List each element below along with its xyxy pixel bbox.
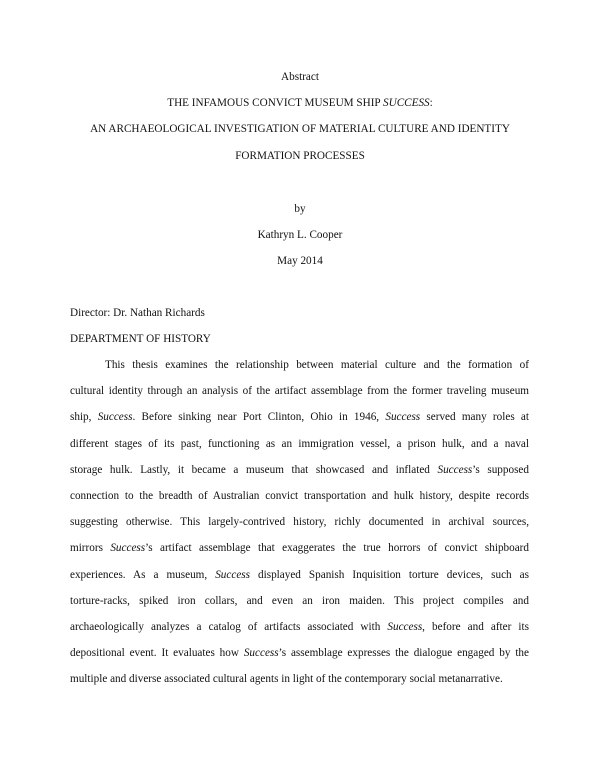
- abstract-text: archaeologically analyzes a catalog of artifacts associated with: [70, 621, 388, 633]
- abstract-text: mirrors: [70, 542, 111, 555]
- director-line: Director: Dr. Nathan Richards: [70, 307, 205, 319]
- ship-name-italic: Success: [215, 568, 250, 581]
- abstract-line: [70, 620, 529, 634]
- abstract-line: [70, 437, 529, 451]
- title-line-1-suffix: :: [429, 97, 433, 109]
- title-line-1-prefix: THE INFAMOUS CONVICT MUSEUM SHIP: [167, 97, 384, 109]
- abstract-text: multiple and diverse associated cultural agents in light of the contemporary social metanarrative.: [70, 673, 503, 686]
- title-ship-name: SUCCESS: [383, 97, 430, 109]
- abstract-line: [70, 568, 529, 582]
- abstract-line: [105, 358, 529, 372]
- ship-name-italic: Success: [243, 647, 279, 660]
- document-date: May 2014: [277, 255, 323, 267]
- abstract-text: ’s assemblage expresses the dialogue engaged by the: [278, 647, 529, 660]
- ship-name-italic: Success: [385, 411, 421, 424]
- abstract-line: [70, 646, 529, 660]
- abstract-line: [70, 463, 529, 477]
- abstract-text: torture-racks, spiked iron collars, and even an iron maiden. This project compiles and: [70, 594, 529, 607]
- abstract-text: This thesis examines the relationship between material culture and the formation of: [105, 359, 529, 371]
- abstract-text: depositional event. It evaluates how: [70, 647, 244, 660]
- abstract-line: [70, 384, 529, 398]
- abstract-text: connection to the breadth of Australian convict transportation and hulk history, despite records: [70, 490, 529, 502]
- ship-name-italic: Success: [110, 542, 146, 555]
- abstract-text: suggesting otherwise. This largely-contrived history, richly documented in archival sources,: [70, 516, 529, 529]
- abstract-heading: Abstract: [281, 71, 319, 83]
- abstract-line: [70, 594, 529, 608]
- abstract-text: ’s artifact assemblage that exaggerates the true horrors of convict shipboard: [145, 542, 530, 555]
- abstract-line: [70, 410, 529, 424]
- abstract-text: different stages of its past, functioning as an immigration vessel, a prison hulk, and a naval: [70, 437, 529, 450]
- abstract-text: ship,: [70, 411, 98, 424]
- abstract-text: experiences. As a museum,: [70, 568, 216, 581]
- abstract-text: displayed Spanish Inquisition torture devices, such as: [250, 568, 529, 581]
- abstract-text: served many roles at: [420, 411, 529, 424]
- abstract-line: [70, 672, 529, 686]
- abstract-line: [70, 515, 529, 529]
- abstract-text: , before and after its: [422, 621, 529, 633]
- title-line-2: AN ARCHAEOLOGICAL INVESTIGATION OF MATERIAL CULTURE AND IDENTITY: [90, 123, 510, 135]
- abstract-text: storage hulk. Lastly, it became a museum that showcased and inflated: [70, 463, 438, 476]
- title-line-3: FORMATION PROCESSES: [235, 150, 365, 162]
- department-line: DEPARTMENT OF HISTORY: [70, 333, 211, 345]
- title-line-1: [0, 96, 600, 110]
- ship-name-italic: Success: [97, 411, 133, 424]
- abstract-text: cultural identity through an analysis of the artifact assemblage from the former traveling museum: [70, 385, 529, 398]
- by-line: by: [294, 203, 306, 215]
- abstract-line: [70, 489, 529, 503]
- ship-name-italic: Success: [437, 463, 473, 476]
- author-name: Kathryn L. Cooper: [257, 229, 343, 241]
- ship-name-italic: Success: [387, 621, 423, 633]
- abstract-line: [70, 541, 529, 555]
- abstract-text: ’s supposed: [472, 463, 529, 476]
- abstract-text: . Before sinking near Port Clinton, Ohio in 1946,: [132, 411, 386, 424]
